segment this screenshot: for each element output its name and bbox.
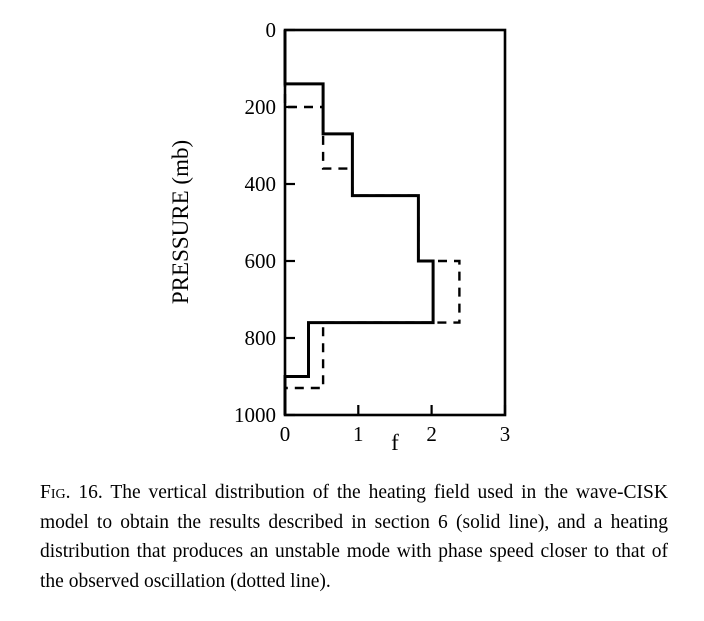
y-tick-label: 800 xyxy=(244,326,276,350)
x-axis-title: f xyxy=(391,430,399,450)
figure-caption-text: The vertical distribution of the heating field used in the wave-CISK model to obtain the results described in section 6 (solid line), and a heating distribution that produces an unstable mode with phase speed closer to that of the observed oscillation (dotted line). xyxy=(40,482,668,592)
figure-label: Fig. 16. xyxy=(40,482,103,503)
series-dashed-line xyxy=(285,30,459,415)
x-tick-label: 1 xyxy=(353,422,364,446)
series-solid-line xyxy=(285,30,433,415)
x-axis-ticks xyxy=(285,405,505,415)
pressure-profile-chart xyxy=(150,10,570,450)
x-tick-label: 3 xyxy=(499,422,511,446)
y-axis-ticks xyxy=(285,30,295,415)
y-axis-title: PRESSURE (mb) xyxy=(168,139,193,305)
figure-caption xyxy=(40,478,668,597)
y-tick-label: 600 xyxy=(244,249,276,273)
y-tick-label: 1000 xyxy=(234,403,276,427)
y-axis-tick-labels xyxy=(234,18,276,427)
y-tick-label: 200 xyxy=(244,95,276,119)
axis-frame xyxy=(285,30,505,415)
x-tick-label: 2 xyxy=(426,422,437,446)
chart-plot-area xyxy=(150,10,570,450)
x-tick-label: 0 xyxy=(279,422,291,446)
y-tick-label: 400 xyxy=(244,172,276,196)
y-tick-label: 0 xyxy=(265,18,276,42)
